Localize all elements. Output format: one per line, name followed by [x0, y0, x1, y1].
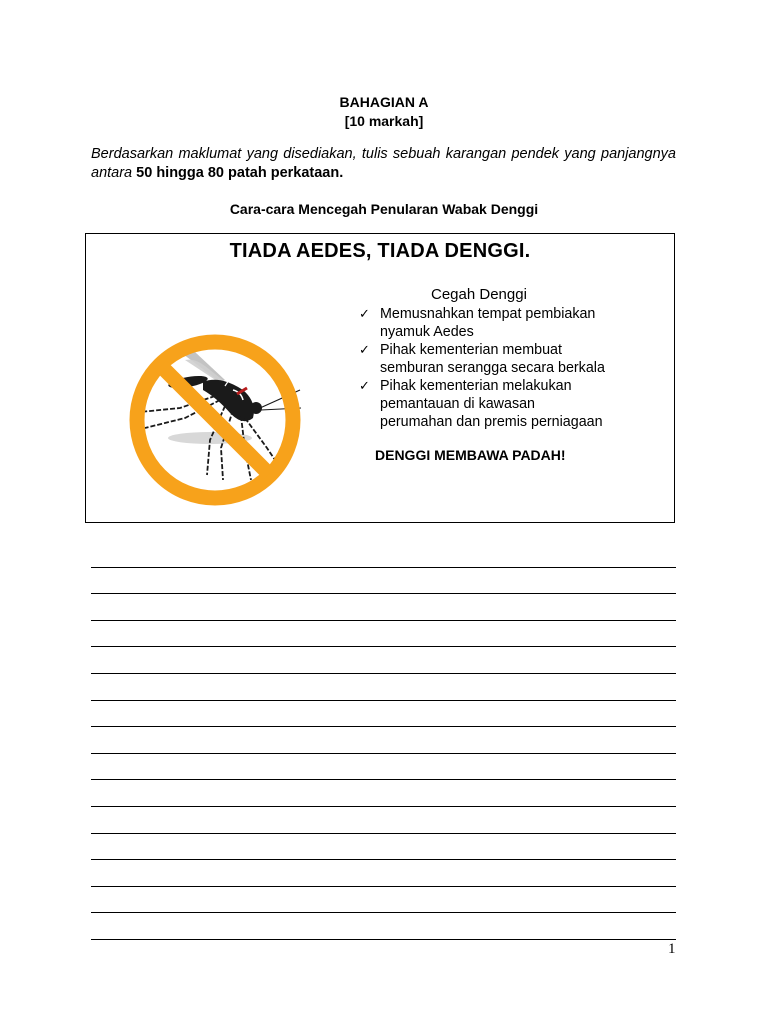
answer-line[interactable] [91, 913, 676, 940]
tip-item [358, 341, 668, 377]
answer-line[interactable] [91, 568, 676, 595]
tip-line: Pihak kementerian membuat [380, 342, 562, 358]
topic-title: Cara-cara Mencegah Penularan Wabak Denggi [229, 201, 539, 217]
answer-line[interactable] [91, 674, 676, 701]
tips-title: Cegah Denggi [431, 286, 527, 303]
answer-line[interactable] [91, 594, 676, 621]
check-icon: ✓ [359, 342, 370, 357]
answer-line[interactable] [91, 621, 676, 648]
tip-line: pemantauan di kawasan [380, 396, 535, 412]
tip-item [358, 377, 668, 431]
check-icon: ✓ [359, 306, 370, 321]
warning-text: DENGGI MEMBAWA PADAH! [375, 447, 566, 463]
tip-line: Pihak kementerian melakukan [380, 378, 572, 394]
answer-line[interactable] [91, 860, 676, 887]
marks-label: [10 markah] [344, 113, 424, 129]
answer-line[interactable] [91, 807, 676, 834]
tip-line: perumahan dan premis perniagaan [380, 414, 603, 430]
poster-slogan: TIADA AEDES, TIADA DENGGI. [229, 240, 531, 262]
no-mosquito-icon [125, 330, 305, 515]
answer-line[interactable] [91, 754, 676, 781]
check-icon: ✓ [359, 378, 370, 393]
answer-lines [91, 541, 676, 940]
answer-line[interactable] [91, 780, 676, 807]
answer-line[interactable] [91, 834, 676, 861]
tips-list [358, 305, 668, 431]
instruction-italic: Berdasarkan maklumat yang disediakan, tulis sebuah karangan pendek yang panjangnya antara [91, 146, 676, 181]
section-title: BAHAGIAN A [339, 94, 429, 110]
tip-item [358, 305, 668, 341]
page-number: 1 [668, 941, 676, 957]
answer-line[interactable] [91, 727, 676, 754]
answer-line[interactable] [91, 887, 676, 914]
answer-line[interactable] [91, 647, 676, 674]
tip-line: nyamuk Aedes [380, 324, 474, 340]
answer-line[interactable] [91, 701, 676, 728]
tip-line: semburan serangga secara berkala [380, 360, 605, 376]
answer-line[interactable] [91, 541, 676, 568]
tip-line: Memusnahkan tempat pembiakan [380, 306, 596, 322]
instruction-bold: 50 hingga 80 patah perkataan. [136, 165, 344, 181]
instruction-text [91, 145, 676, 183]
